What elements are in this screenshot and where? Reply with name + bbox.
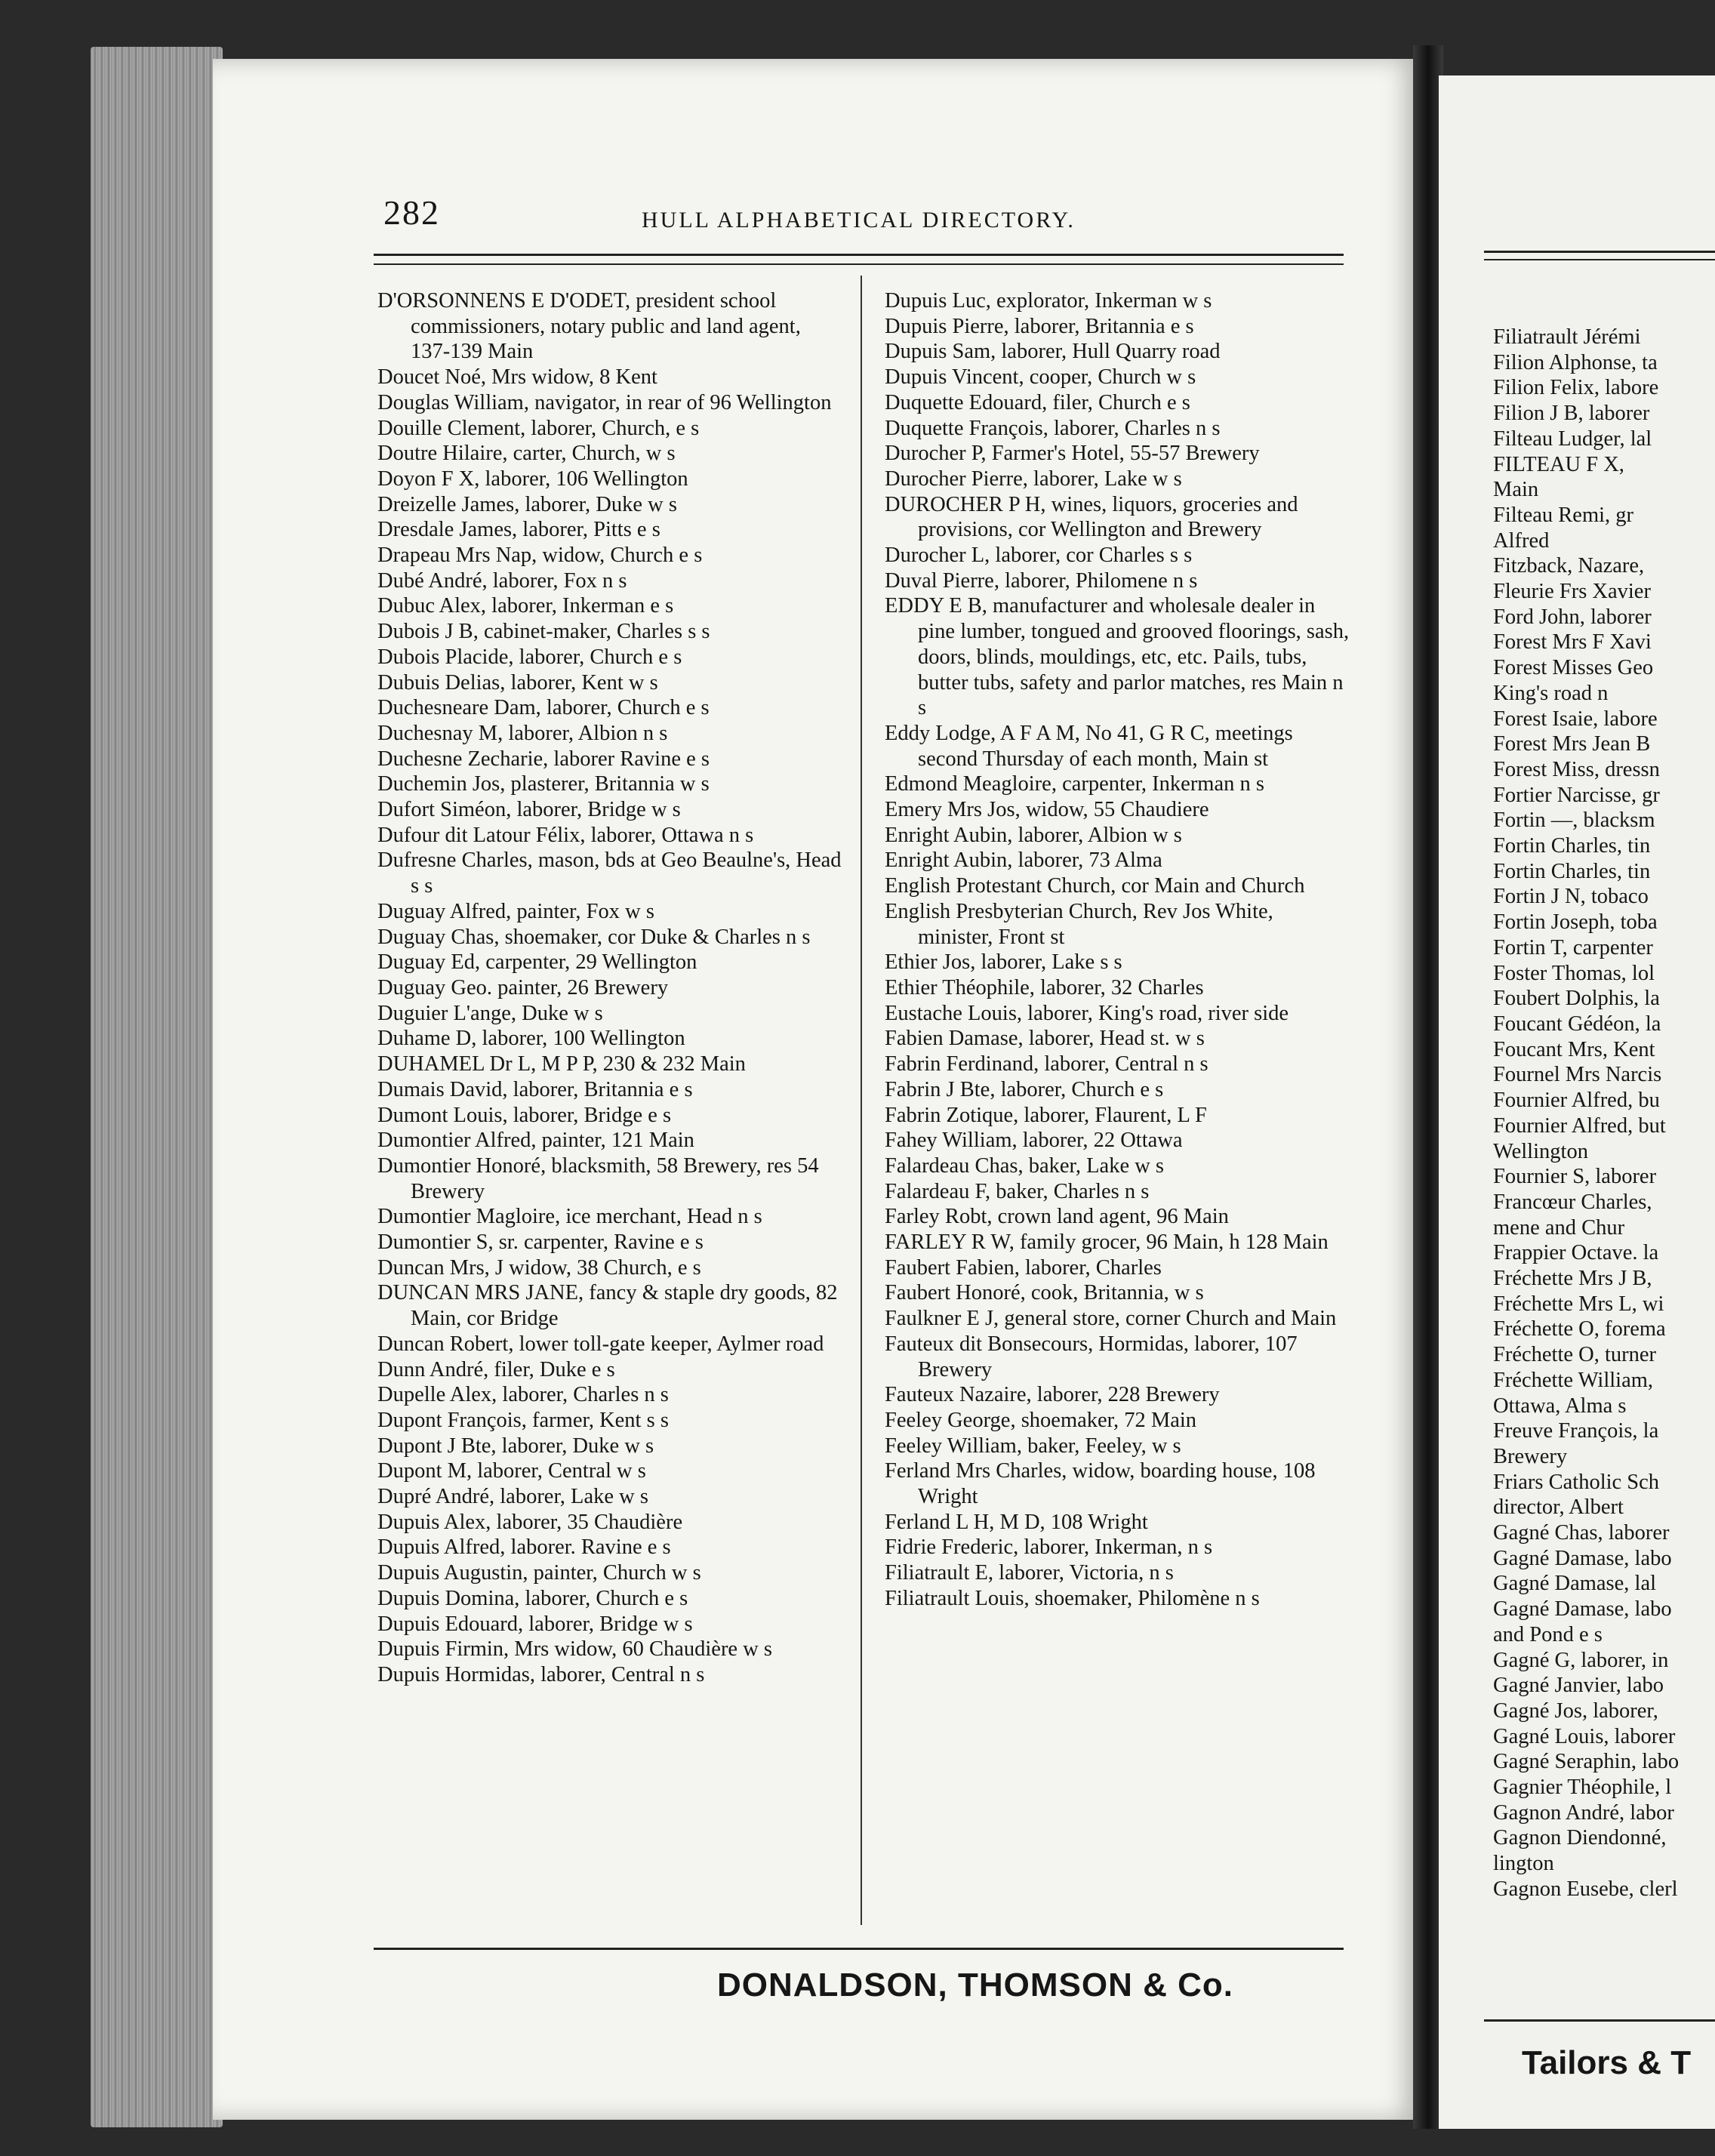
page-number: 282: [383, 193, 440, 232]
directory-entry: Gagné Jos, laborer,: [1493, 1699, 1658, 1723]
directory-entry: Duguay Alfred, painter, Fox w s: [377, 899, 654, 923]
directory-entry: Fortin T, carpenter: [1493, 935, 1653, 959]
directory-entry: Durocher L, laborer, cor Charles s s: [885, 544, 1193, 568]
directory-entry: Filteau Remi, gr: [1493, 503, 1634, 527]
directory-entry: Friars Catholic Sch: [1493, 1470, 1660, 1494]
directory-entry: Dubois Placide, laborer, Church e s: [377, 645, 682, 669]
directory-entry: Brewery: [1493, 1444, 1568, 1468]
directory-entry: Duchesnay M, laborer, Albion n s: [377, 721, 668, 745]
directory-entry: Gagné Damase, lal: [1493, 1572, 1657, 1596]
directory-entry: lington: [1493, 1852, 1554, 1876]
directory-entry: Dupuis Hormidas, laborer, Central n s: [377, 1662, 705, 1686]
directory-entry: Duquette François, laborer, Charles n s: [885, 416, 1221, 440]
directory-entry: Fréchette Mrs L, wi: [1493, 1292, 1664, 1316]
directory-entry: Feeley George, shoemaker, 72 Main: [885, 1408, 1197, 1432]
directory-entry: Duchesne Zecharie, laborer Ravine e s: [377, 747, 710, 771]
directory-entry: Foster Thomas, lol: [1493, 961, 1655, 985]
directory-entry: Fournier Alfred, but: [1493, 1113, 1666, 1138]
right-page-header-rule: [1484, 251, 1715, 260]
directory-entry: Dupuis Vincent, cooper, Church w s: [885, 365, 1196, 390]
directory-entry: Dupuis Luc, explorator, Inkerman w s: [885, 289, 1212, 313]
directory-entry: Fortin Charles, tin: [1493, 859, 1651, 883]
directory-entry: Enright Aubin, laborer, 73 Alma: [885, 849, 1162, 873]
directory-entry: Filteau Ludger, lal: [1493, 427, 1652, 451]
directory-entry: Douille Clement, laborer, Church, e s: [377, 416, 700, 440]
directory-entry: Faubert Honoré, cook, Britannia, w s: [885, 1281, 1204, 1305]
directory-entry: Fréchette O, forema: [1493, 1317, 1666, 1341]
directory-entry: Main: [1493, 478, 1539, 502]
directory-entry: Doyon F X, laborer, 106 Wellington: [377, 467, 688, 491]
directory-entry: Ferland Mrs Charles, widow, boarding house, 108 Wright: [885, 1459, 1316, 1509]
directory-entry: DUROCHER P H, wines, liquors, groceries and provisions, cor Wellington and Brewery: [885, 492, 1298, 542]
directory-entry: Gagné Chas, laborer: [1493, 1521, 1670, 1545]
directory-entry: Faulkner E J, general store, corner Church and Main: [885, 1307, 1337, 1331]
directory-entry: Fitzback, Nazare,: [1493, 554, 1645, 578]
directory-entry: Ottawa, Alma s: [1493, 1394, 1627, 1418]
middle-column: [885, 288, 1351, 1612]
directory-entry: Fournel Mrs Narcis: [1493, 1063, 1662, 1087]
directory-entry: director, Albert: [1493, 1495, 1624, 1520]
directory-entry: Gagnier Théophile, l: [1493, 1776, 1672, 1800]
directory-entry: Dupuis Firmin, Mrs widow, 60 Chaudière w s: [377, 1637, 773, 1662]
directory-entry: Gagné Damase, labo: [1493, 1597, 1672, 1622]
directory-entry: Foucant Gédéon, la: [1493, 1012, 1661, 1036]
directory-entry: Gagné Louis, laborer: [1493, 1724, 1676, 1748]
right-page-column: [1493, 325, 1715, 1902]
directory-entry: Dubuc Alex, laborer, Inkerman e s: [377, 594, 674, 618]
directory-entry: Duhame D, laborer, 100 Wellington: [377, 1027, 685, 1051]
directory-entry: Falardeau F, baker, Charles n s: [885, 1179, 1150, 1203]
directory-entry: Dumontier S, sr. carpenter, Ravine e s: [377, 1230, 704, 1255]
left-column: [377, 288, 844, 1688]
directory-entry: and Pond e s: [1493, 1622, 1603, 1646]
directory-entry: Fabrin Zotique, laborer, Flaurent, L F: [885, 1103, 1207, 1127]
directory-entry: Fabien Damase, laborer, Head st. w s: [885, 1027, 1205, 1051]
directory-entry: Ford John, laborer: [1493, 605, 1652, 629]
directory-entry: Forest Misses Geo: [1493, 656, 1654, 680]
directory-entry: Dunn André, filer, Duke e s: [377, 1357, 615, 1381]
directory-entry: Gagnon André, labor: [1493, 1800, 1674, 1825]
directory-entry: Dupré André, laborer, Lake w s: [377, 1485, 648, 1509]
directory-entry: Dupont M, laborer, Central w s: [377, 1459, 646, 1483]
directory-entry: Filion Alphonse, ta: [1493, 350, 1658, 374]
directory-entry: Duncan Robert, lower toll-gate keeper, Aylmer road: [377, 1332, 824, 1356]
directory-entry: Duguier L'ange, Duke w s: [377, 1001, 603, 1025]
directory-entry: Dreizelle James, laborer, Duke w s: [377, 492, 677, 516]
directory-entry: Doutre Hilaire, carter, Church, w s: [377, 442, 676, 466]
directory-entry: Fournier S, laborer: [1493, 1165, 1657, 1189]
directory-entry: Forest Miss, dressn: [1493, 757, 1660, 781]
directory-entry: Dubuis Delias, laborer, Kent w s: [377, 670, 658, 695]
directory-entry: Durocher Pierre, laborer, Lake w s: [885, 467, 1182, 491]
directory-entry: Edmond Meagloire, carpenter, Inkerman n s: [885, 772, 1264, 796]
directory-entry: Frappier Octave. la: [1493, 1241, 1659, 1265]
directory-entry: EDDY E B, manufacturer and wholesale dealer in pine lumber, tongued and grooved floorings, sash, doors, blinds, mouldings, etc, etc. Pails, tubs, butter tubs, safety and parlor matches, res Main n s: [885, 594, 1350, 720]
directory-entry: Faubert Fabien, laborer, Charles: [885, 1255, 1162, 1280]
directory-entry: Dupuis Sam, laborer, Hull Quarry road: [885, 340, 1221, 364]
directory-entry: Fortin Charles, tin: [1493, 834, 1651, 858]
directory-entry: Fréchette Mrs J B,: [1493, 1267, 1652, 1291]
directory-entry: Alfred: [1493, 528, 1550, 553]
footer-advert: DONALDSON, THOMSON & Co.: [717, 1967, 1233, 2004]
directory-entry: Wellington: [1493, 1139, 1588, 1163]
directory-entry: King's road n: [1493, 681, 1609, 705]
directory-entry: Ethier Jos, laborer, Lake s s: [885, 950, 1122, 975]
directory-entry: Fahey William, laborer, 22 Ottawa: [885, 1129, 1183, 1153]
directory-entry: Dupont J Bte, laborer, Duke w s: [377, 1434, 654, 1458]
book-page-edges: [91, 47, 223, 2127]
directory-entry: Forest Mrs F Xavi: [1493, 630, 1652, 654]
directory-entry: Filiatrault Jérémi: [1493, 325, 1641, 349]
directory-entry: Fleurie Frs Xavier: [1493, 580, 1651, 604]
directory-entry: Fortin J N, tobaco: [1493, 885, 1649, 909]
footer-rule: [374, 1948, 1344, 1950]
directory-entry: Gagné G, laborer, in: [1493, 1648, 1669, 1672]
directory-entry: Filiatrault E, laborer, Victoria, n s: [885, 1561, 1174, 1585]
directory-entry: Dupuis Domina, laborer, Church e s: [377, 1586, 688, 1610]
directory-entry: Filion Felix, labore: [1493, 376, 1659, 400]
directory-entry: Dumais David, laborer, Britannia e s: [377, 1077, 693, 1101]
directory-entry: Gagnon Diendonné,: [1493, 1826, 1667, 1850]
directory-entry: Gagné Seraphin, labo: [1493, 1750, 1680, 1774]
directory-entry: Duguay Chas, shoemaker, cor Duke & Charles n s: [377, 925, 811, 949]
directory-entry: Forest Mrs Jean B: [1493, 732, 1651, 756]
directory-entry: Dumontier Magloire, ice merchant, Head n s: [377, 1205, 762, 1229]
directory-entry: Fauteux Nazaire, laborer, 228 Brewery: [885, 1383, 1220, 1407]
directory-entry: Dupuis Alfred, laborer. Ravine e s: [377, 1535, 671, 1560]
directory-entry: Ethier Théophile, laborer, 32 Charles: [885, 975, 1204, 999]
directory-entry: Gagné Damase, labo: [1493, 1546, 1672, 1570]
directory-entry: Fauteux dit Bonsecours, Hormidas, laborer, 107 Brewery: [885, 1332, 1298, 1381]
directory-entry: Dufour dit Latour Félix, laborer, Ottawa n s: [377, 823, 754, 847]
directory-entry: Gagné Janvier, labo: [1493, 1674, 1664, 1698]
directory-entry: Drapeau Mrs Nap, widow, Church e s: [377, 544, 703, 568]
directory-entry: Foucant Mrs, Kent: [1493, 1037, 1655, 1061]
directory-entry: Duguay Ed, carpenter, 29 Wellington: [377, 950, 697, 975]
directory-entry: Durocher P, Farmer's Hotel, 55-57 Brewery: [885, 442, 1260, 466]
directory-entry: Enright Aubin, laborer, Albion w s: [885, 823, 1182, 847]
directory-entry: Duval Pierre, laborer, Philomene n s: [885, 568, 1198, 593]
directory-entry: Filiatrault Louis, shoemaker, Philomène n s: [885, 1586, 1260, 1610]
right-page: [1439, 75, 1715, 2129]
directory-entry: Dupelle Alex, laborer, Charles n s: [377, 1383, 669, 1407]
directory-entry: Fabrin J Bte, laborer, Church e s: [885, 1077, 1164, 1101]
directory-entry: Dufort Siméon, laborer, Bridge w s: [377, 798, 681, 822]
directory-entry: Dubois J B, cabinet-maker, Charles s s: [377, 620, 710, 644]
directory-entry: Foubert Dolphis, la: [1493, 987, 1660, 1011]
directory-entry: Duquette Edouard, filer, Church e s: [885, 390, 1190, 414]
directory-entry: Gagnon Eusebe, clerl: [1493, 1877, 1678, 1901]
directory-entry: Fortier Narcisse, gr: [1493, 783, 1660, 807]
directory-entry: English Protestant Church, cor Main and Church: [885, 874, 1305, 898]
directory-entry: Dumont Louis, laborer, Bridge e s: [377, 1103, 672, 1127]
directory-entry: Doucet Noé, Mrs widow, 8 Kent: [377, 365, 657, 390]
directory-entry: Freuve François, la: [1493, 1419, 1659, 1443]
column-divider: [861, 276, 862, 1925]
directory-entry: mene and Chur: [1493, 1215, 1625, 1240]
directory-entry: Dumontier Honoré, blacksmith, 58 Brewery, res 54 Brewery: [377, 1153, 819, 1203]
directory-entry: Dupuis Pierre, laborer, Britannia e s: [885, 314, 1194, 338]
directory-entry: Eddy Lodge, A F A M, No 41, G R C, meetings second Thursday of each month, Main st: [885, 721, 1293, 771]
directory-entry: Fournier Alfred, bu: [1493, 1089, 1660, 1113]
directory-entry: DUNCAN MRS JANE, fancy & staple dry goods, 82 Main, cor Bridge: [377, 1281, 838, 1331]
directory-entry: Falardeau Chas, baker, Lake w s: [885, 1153, 1165, 1178]
directory-entry: Fréchette William,: [1493, 1368, 1654, 1392]
directory-entry: Dupont François, farmer, Kent s s: [377, 1408, 669, 1432]
directory-entry: Duguay Geo. painter, 26 Brewery: [377, 975, 669, 999]
directory-entry: D'ORSONNENS E D'ODET, president school commissioners, notary public and land agent, 137-139 Main: [377, 289, 801, 364]
directory-entry: Fortin Joseph, toba: [1493, 910, 1658, 935]
header-rule: [374, 254, 1344, 265]
directory-entry: Fortin —, blacksm: [1493, 808, 1655, 833]
directory-entry: Fidrie Frederic, laborer, Inkerman, n s: [885, 1535, 1213, 1560]
directory-entry: Feeley William, baker, Feeley, w s: [885, 1434, 1181, 1458]
directory-entry: Dumontier Alfred, painter, 121 Main: [377, 1129, 694, 1153]
directory-entry: Dupuis Edouard, laborer, Bridge w s: [377, 1612, 693, 1636]
right-page-footer-rule: [1484, 2019, 1715, 2022]
directory-entry: Ferland L H, M D, 108 Wright: [885, 1510, 1148, 1534]
directory-entry: Duncan Mrs, J widow, 38 Church, e s: [377, 1255, 701, 1280]
directory-entry: Fabrin Ferdinand, laborer, Central n s: [885, 1052, 1209, 1076]
directory-entry: English Presbyterian Church, Rev Jos White, minister, Front st: [885, 899, 1273, 949]
directory-entry: Forest Isaie, labore: [1493, 707, 1658, 731]
directory-entry: Duchesneare Dam, laborer, Church e s: [377, 696, 710, 720]
directory-entry: FARLEY R W, family grocer, 96 Main, h 128 Main: [885, 1230, 1329, 1255]
directory-entry: Farley Robt, crown land agent, 96 Main: [885, 1205, 1229, 1229]
directory-entry: Emery Mrs Jos, widow, 55 Chaudiere: [885, 798, 1209, 822]
right-page-footer-advert: Tailors & T: [1522, 2044, 1692, 2081]
directory-entry: Filion J B, laborer: [1493, 402, 1650, 426]
directory-entry: FILTEAU F X,: [1493, 452, 1624, 476]
directory-entry: Dufresne Charles, mason, bds at Geo Beaulne's, Head s s: [377, 849, 842, 898]
directory-entry: Dupuis Augustin, painter, Church w s: [377, 1561, 701, 1585]
directory-entry: Dupuis Alex, laborer, 35 Chaudière: [377, 1510, 683, 1534]
directory-entry: Douglas William, navigator, in rear of 96 Wellington: [377, 390, 832, 414]
running-title: HULL ALPHABETICAL DIRECTORY.: [642, 208, 1076, 233]
directory-entry: Duchemin Jos, plasterer, Britannia w s: [377, 772, 710, 796]
directory-entry: Francœur Charles,: [1493, 1190, 1652, 1214]
directory-entry: Fréchette O, turner: [1493, 1343, 1657, 1367]
directory-entry: Dubé André, laborer, Fox n s: [377, 568, 627, 593]
directory-entry: DUHAMEL Dr L, M P P, 230 & 232 Main: [377, 1052, 746, 1076]
directory-entry: Dresdale James, laborer, Pitts e s: [377, 518, 660, 542]
directory-entry: Eustache Louis, laborer, King's road, river side: [885, 1001, 1289, 1025]
